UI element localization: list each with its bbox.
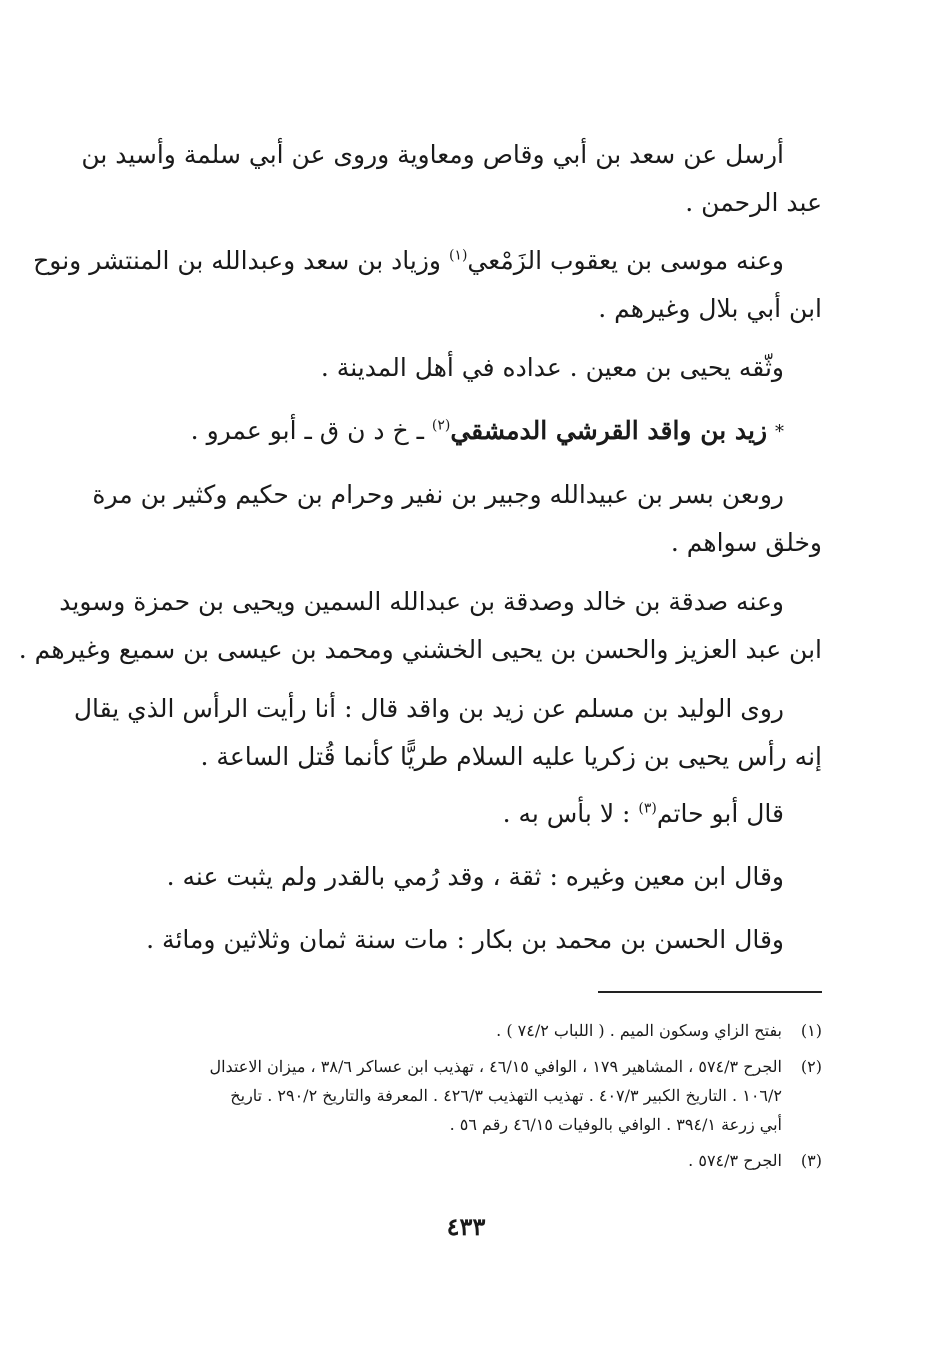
footnote-line: الجرح ٥٧٤/٣ . — [688, 1151, 782, 1170]
text-run: وزياد بن سعد وعبدالله بن المنتشر ونوح — [33, 246, 449, 275]
footnote-ref: (١) — [448, 247, 468, 264]
footnote-1 — [150, 1016, 822, 1045]
footnote-ref: (٣) — [638, 800, 657, 817]
paragraph-line — [150, 790, 822, 838]
entry-heading — [150, 407, 822, 457]
page-number: ٤٣٣ — [446, 1212, 486, 1241]
heading-line — [150, 407, 822, 457]
paragraph-8 — [150, 790, 822, 838]
paragraph-7 — [73, 685, 822, 781]
footnote-text — [150, 1016, 782, 1045]
paragraph-line: روى الوليد بن مسلم عن زيد بن واقد قال : أنا رأيت الرأس الذي يقال — [73, 694, 784, 723]
paragraph-line: روىعن بسر بن عبيدالله وجبير بن نفير وحرام بن حكيم وكثير بن مرة — [92, 480, 784, 509]
footnote-3 — [150, 1146, 822, 1175]
footnote-number: (٣) — [800, 1151, 822, 1170]
footnote-line: ١٠٦/٢ . التاريخ الكبير ٤٠٧/٣ . تهذيب التهذيب ٤٢٦/٣ . المعرفة والتاريخ ٢٩٠/٢ . تاريخ — [230, 1086, 782, 1105]
footnote-line: بفتح الزاي وسكون الميم . ( اللباب ٧٤/٢ ) . — [496, 1021, 782, 1040]
footnotes — [150, 1016, 822, 1182]
footnote-line: أبي زرعة ٣٩٤/١ . الوافي بالوفيات ٤٦/١٥ رقم ٥٦ . — [449, 1115, 782, 1134]
paragraph-1 — [81, 131, 822, 227]
paragraph-5 — [92, 471, 822, 567]
paragraph-line: ابن عبد العزيز والحسن بن يحيى الخشني ومحمد بن عيسى بن سميع وغيرهم . — [18, 635, 822, 664]
paragraph-line: وخلق سواهم . — [670, 528, 822, 557]
paragraph-9 — [150, 853, 822, 901]
footnote-text — [150, 1052, 782, 1139]
paragraph-line: وثّقه يحيى بن معين . عداده في أهل المدينة . — [320, 353, 784, 382]
footnote-2 — [150, 1052, 822, 1139]
footnote-line: الجرح ٥٧٤/٣ ، المشاهير ١٧٩ ، الوافي ٤٦/١٥ ، تهذيب ابن عساكر ٣٨/٦ ، ميزان الاعتدال — [209, 1057, 782, 1076]
footnote-number: (٢) — [800, 1057, 822, 1076]
paragraph-line: أرسل عن سعد بن أبي وقاص ومعاوية وروى عن أبي سلمة وأسيد بن — [81, 140, 784, 169]
paragraph-line: ابن أبي بلال وغيرهم . — [598, 294, 822, 323]
footnote-separator — [598, 991, 822, 993]
text-run: قال أبو حاتم — [656, 799, 784, 828]
paragraph-line — [33, 237, 822, 285]
paragraph-line: وقال الحسن بن محمد بن بكار : مات سنة ثمان وثلاثين ومائة . — [146, 925, 784, 954]
entry-name: زيد بن واقد القرشي الدمشقي — [450, 416, 768, 445]
star-marker: * — [775, 421, 784, 443]
text-run: وعنه موسى بن يعقوب الزَمْعي — [467, 246, 784, 275]
paragraph-10 — [146, 916, 822, 964]
entry-codes: ـ خ د ن ق ـ أبو عمرو . — [190, 416, 432, 445]
paragraph-3 — [150, 344, 822, 392]
paragraph-line: عبد الرحمن . — [685, 188, 822, 217]
footnote-ref: (٢) — [431, 417, 451, 434]
paragraph-line: وقال ابن معين وغيره : ثقة ، وقد رُمي بالقدر ولم يثبت عنه . — [166, 862, 784, 891]
footnote-number: (١) — [800, 1021, 822, 1040]
footnote-text — [150, 1146, 782, 1175]
paragraph-2 — [33, 237, 822, 333]
paragraph-line: إنه رأس يحيى بن زكريا عليه السلام طريًّا كأنما قُتل الساعة . — [200, 742, 822, 771]
paragraph-line: وعنه صدقة بن خالد وصدقة بن عبدالله السمين ويحيى بن حمزة وسويد — [59, 587, 784, 616]
paragraph-6 — [18, 578, 822, 674]
text-run: : لا بأس به . — [502, 799, 639, 828]
